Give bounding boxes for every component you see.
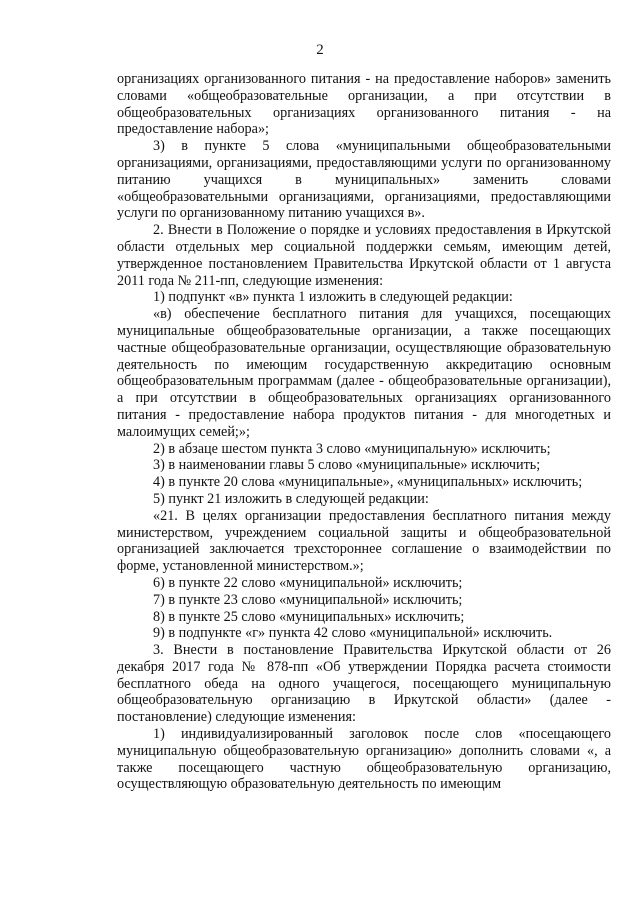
paragraph: 4) в пункте 20 слова «муниципальные», «муниципальных» исключить; bbox=[153, 474, 583, 491]
paragraph: «21. В целях организации предоставления бесплатного питания между министерством, учреждением социальной защиты и общеобразовательной организацией заключается трехстороннее соглашение о взаимодействии по форме, установленной министерством.»; bbox=[117, 507, 611, 575]
paragraph: 6) в пункте 22 слово «муниципальной» исключить; bbox=[153, 574, 463, 591]
paragraph: организациях организованного питания - на предоставление наборов» заменить словами «общеобразовательные организации, а при отсутствии в общеобразовательных организациях организованного питания - на предоставление набора»; bbox=[117, 71, 611, 138]
paragraph: «в) обеспечение бесплатного питания для учащихся, посещающих муниципальные общеобразовательные организации, а также посещающих частные общеобразовательные организации, осуществляющие образовательную деятельность по имеющим государственную аккредитацию основным общеобразовательным программам (далее - общеобразовательные организации), а при отсутствии в общеобразовательных организациях организованного питания - предоставление набора продуктов питания - для многодетных и малоимущих семей;»; bbox=[117, 306, 611, 440]
paragraph: 1) подпункт «в» пункта 1 изложить в следующей редакции: bbox=[153, 289, 513, 306]
paragraph: 3. Внести в постановление Правительства Иркутской области от 26 декабря 2017 года № 878-пп «Об утверждении Порядка расчета стоимости бесплатного обеда на одного учащегося, посещающего муниципальную общеобразовательную организацию в Иркутской области» (далее - постановление) следующие изменения: bbox=[117, 642, 611, 726]
paragraph: 9) в подпункте «г» пункта 42 слово «муниципальной» исключить. bbox=[153, 625, 553, 642]
document-body bbox=[117, 71, 611, 793]
paragraph: 8) в пункте 25 слово «муниципальных» исключить; bbox=[153, 608, 465, 625]
paragraph: 1) индивидуализированный заголовок после слов «посещающего муниципальную общеобразовательную организацию» дополнить словами «, а также посещающего частную общеобразовательную организацию, осуществляющую образовательную деятельность по имеющим bbox=[117, 726, 611, 793]
paragraph: 3) в наименовании главы 5 слово «муниципальные» исключить; bbox=[153, 457, 541, 474]
paragraph: 7) в пункте 23 слово «муниципальной» исключить; bbox=[153, 591, 463, 608]
paragraph: 5) пункт 21 изложить в следующей редакции: bbox=[153, 490, 429, 507]
page-number: 2 bbox=[316, 42, 324, 58]
paragraph: 3) в пункте 5 слова «муниципальными общеобразовательными организациями, организациями, предоставляющими услуги по организованному питанию учащихся в муниципальных» заменить словами «общеобразовательными организациями, организациями, предоставляющими услуги по организованному питанию учащихся в». bbox=[117, 138, 611, 222]
paragraph: 2. Внести в Положение о порядке и условиях предоставления в Иркутской области отдельных мер социальной поддержки семьям, имеющим детей, утвержденное постановлением Правительства Иркутской области от 1 августа 2011 года № 211-пп, следующие изменения: bbox=[117, 222, 611, 289]
paragraph: 2) в абзаце шестом пункта 3 слово «муниципальную» исключить; bbox=[153, 440, 551, 457]
